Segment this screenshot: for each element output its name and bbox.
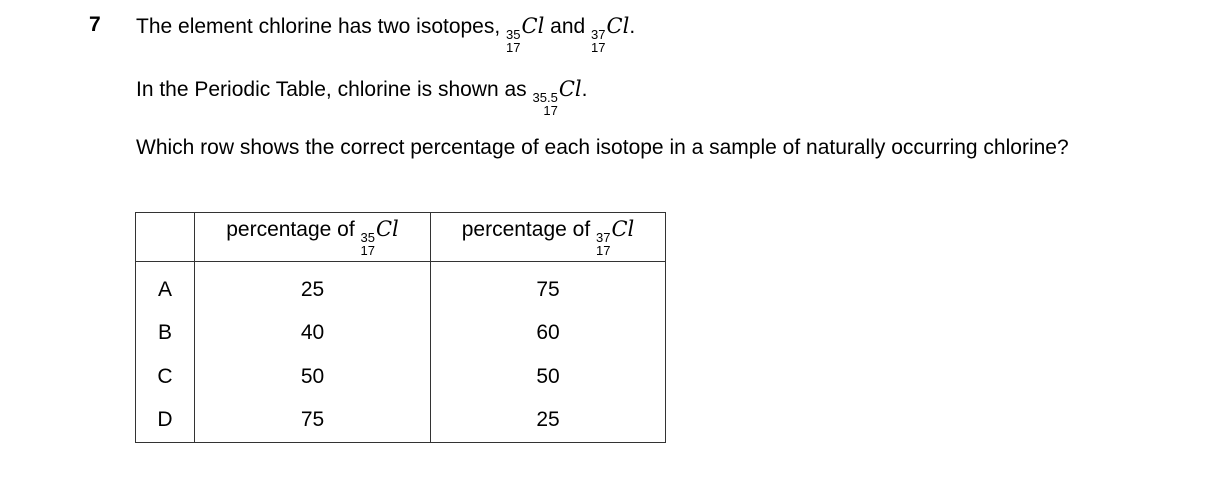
answer-options-table xyxy=(135,212,666,443)
cl35-percent-cell: 25 xyxy=(195,262,431,312)
table-header-row xyxy=(136,213,666,262)
chlorine-37-notation xyxy=(596,217,634,257)
element-symbol: Cl xyxy=(606,14,630,38)
mass-number: 35 xyxy=(506,27,521,42)
mass-number: 37 xyxy=(596,230,611,245)
nuclide-numbers xyxy=(533,91,558,117)
option-letter: C xyxy=(136,355,195,399)
header-cl35 xyxy=(195,213,431,262)
table-row[interactable] xyxy=(136,312,666,356)
table-row[interactable] xyxy=(136,355,666,399)
chlorine-37-notation xyxy=(591,13,629,54)
chlorine-35-notation xyxy=(361,217,399,257)
option-letter: A xyxy=(136,262,195,312)
atomic-number: 17 xyxy=(543,103,558,118)
element-symbol: Cl xyxy=(558,77,582,101)
relative-atomic-mass: 35.5 xyxy=(532,90,558,105)
chlorine-periodic-notation xyxy=(533,76,582,117)
nuclide-numbers xyxy=(361,231,375,257)
element-symbol: Cl xyxy=(611,217,635,241)
atomic-number: 17 xyxy=(591,40,606,55)
question-number: 7 xyxy=(89,13,101,36)
header-prefix: percentage of xyxy=(226,218,355,241)
question-line-isotopes xyxy=(136,13,635,54)
option-letter: D xyxy=(136,399,195,443)
nuclide-numbers xyxy=(506,28,520,54)
line2-text: In the Periodic Table, chlorine is shown as xyxy=(136,78,527,101)
line1-text: The element chlorine has two isotopes, xyxy=(136,15,501,38)
line1-period: . xyxy=(629,15,636,38)
header-cl37 xyxy=(431,213,666,262)
table-row[interactable] xyxy=(136,399,666,443)
nuclide-numbers xyxy=(596,231,610,257)
table-row[interactable] xyxy=(136,262,666,312)
question-line-periodic-table xyxy=(136,76,587,117)
option-header-cell xyxy=(136,213,195,262)
nuclide-numbers xyxy=(591,28,605,54)
header-prefix: percentage of xyxy=(461,218,591,241)
chlorine-35-notation xyxy=(506,13,544,54)
mass-number: 37 xyxy=(591,27,606,42)
cl37-percent-cell: 60 xyxy=(431,312,666,356)
element-symbol: Cl xyxy=(375,217,399,241)
element-symbol: Cl xyxy=(521,14,545,38)
option-letter: B xyxy=(136,312,195,356)
mass-number: 35 xyxy=(360,230,375,245)
atomic-number: 17 xyxy=(360,243,375,258)
cl37-percent-cell: 50 xyxy=(431,355,666,399)
atomic-number: 17 xyxy=(596,243,611,258)
cl37-percent-cell: 25 xyxy=(431,399,666,443)
atomic-number: 17 xyxy=(506,40,521,55)
line2-period: . xyxy=(581,78,588,101)
cl37-percent-cell: 75 xyxy=(431,262,666,312)
cl35-percent-cell: 50 xyxy=(195,355,431,399)
line1-connector: and xyxy=(550,15,586,38)
cl35-percent-cell: 75 xyxy=(195,399,431,443)
cl35-percent-cell: 40 xyxy=(195,312,431,356)
question-prompt: Which row shows the correct percentage of each isotope in a sample of naturally occurring chlorine? xyxy=(136,136,1069,159)
